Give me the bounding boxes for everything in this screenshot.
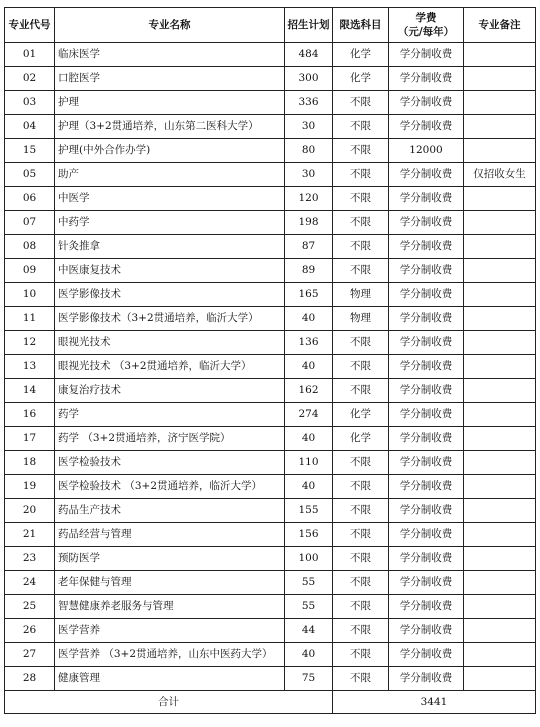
cell-note	[464, 643, 536, 667]
cell-fee: 12000	[389, 139, 464, 163]
cell-name: 护理	[55, 91, 285, 115]
cell-code: 03	[5, 91, 55, 115]
cell-name: 中医学	[55, 187, 285, 211]
cell-note	[464, 211, 536, 235]
cell-name: 预防医学	[55, 547, 285, 571]
cell-plan: 120	[285, 187, 333, 211]
cell-subject: 不限	[333, 595, 389, 619]
cell-subject: 不限	[333, 355, 389, 379]
cell-note	[464, 259, 536, 283]
cell-code: 17	[5, 427, 55, 451]
cell-note	[464, 403, 536, 427]
cell-code: 21	[5, 523, 55, 547]
cell-subject: 不限	[333, 499, 389, 523]
cell-fee: 学分制收费	[389, 595, 464, 619]
cell-subject: 不限	[333, 379, 389, 403]
cell-plan: 110	[285, 451, 333, 475]
table-row	[5, 259, 536, 283]
cell-name: 药学	[55, 403, 285, 427]
table-row	[5, 547, 536, 571]
header-code: 专业代号	[5, 8, 55, 43]
cell-code: 18	[5, 451, 55, 475]
cell-note	[464, 619, 536, 643]
cell-fee: 学分制收费	[389, 427, 464, 451]
cell-fee: 学分制收费	[389, 91, 464, 115]
cell-subject: 不限	[333, 139, 389, 163]
header-fee-line1: 学费	[415, 12, 437, 24]
cell-subject: 化学	[333, 67, 389, 91]
cell-name: 药学 （3+2贯通培养，济宁医学院）	[55, 427, 285, 451]
cell-note	[464, 331, 536, 355]
cell-subject: 不限	[333, 259, 389, 283]
cell-code: 25	[5, 595, 55, 619]
total-row	[5, 691, 536, 714]
cell-fee: 学分制收费	[389, 163, 464, 187]
cell-name: 健康管理	[55, 667, 285, 691]
table-row	[5, 355, 536, 379]
cell-fee: 学分制收费	[389, 67, 464, 91]
cell-code: 24	[5, 571, 55, 595]
table-row	[5, 475, 536, 499]
table-row	[5, 283, 536, 307]
cell-note	[464, 187, 536, 211]
cell-name: 药品生产技术	[55, 499, 285, 523]
cell-subject: 不限	[333, 667, 389, 691]
cell-name: 护理(中外合作办学)	[55, 139, 285, 163]
cell-fee: 学分制收费	[389, 43, 464, 67]
table-row	[5, 427, 536, 451]
cell-note	[464, 475, 536, 499]
cell-plan: 198	[285, 211, 333, 235]
cell-fee: 学分制收费	[389, 307, 464, 331]
cell-code: 08	[5, 235, 55, 259]
cell-code: 07	[5, 211, 55, 235]
cell-fee: 学分制收费	[389, 475, 464, 499]
cell-name: 眼视光技术	[55, 331, 285, 355]
cell-name: 智慧健康养老服务与管理	[55, 595, 285, 619]
cell-code: 28	[5, 667, 55, 691]
cell-plan: 336	[285, 91, 333, 115]
table-row	[5, 379, 536, 403]
cell-subject: 不限	[333, 187, 389, 211]
cell-note	[464, 427, 536, 451]
table-body	[5, 43, 536, 691]
table-row	[5, 523, 536, 547]
cell-code: 10	[5, 283, 55, 307]
cell-subject: 不限	[333, 475, 389, 499]
cell-name: 助产	[55, 163, 285, 187]
cell-fee: 学分制收费	[389, 403, 464, 427]
cell-code: 13	[5, 355, 55, 379]
cell-plan: 484	[285, 43, 333, 67]
cell-code: 15	[5, 139, 55, 163]
table-row	[5, 115, 536, 139]
cell-plan: 162	[285, 379, 333, 403]
cell-subject: 不限	[333, 571, 389, 595]
header-fee	[389, 8, 464, 43]
cell-name: 医学影像技术（3+2贯通培养，临沂大学）	[55, 307, 285, 331]
cell-note	[464, 523, 536, 547]
cell-name: 医学营养 （3+2贯通培养，山东中医药大学）	[55, 643, 285, 667]
cell-name: 中药学	[55, 211, 285, 235]
cell-plan: 156	[285, 523, 333, 547]
cell-name: 中医康复技术	[55, 259, 285, 283]
cell-fee: 学分制收费	[389, 523, 464, 547]
cell-name: 口腔医学	[55, 67, 285, 91]
cell-note	[464, 379, 536, 403]
cell-note	[464, 667, 536, 691]
cell-plan: 55	[285, 595, 333, 619]
cell-note	[464, 307, 536, 331]
cell-name: 护理（3+2贯通培养，山东第二医科大学）	[55, 115, 285, 139]
header-row	[5, 8, 536, 43]
cell-fee: 学分制收费	[389, 187, 464, 211]
cell-note	[464, 451, 536, 475]
cell-fee: 学分制收费	[389, 667, 464, 691]
cell-subject: 不限	[333, 211, 389, 235]
cell-subject: 不限	[333, 619, 389, 643]
total-value: 3441	[333, 691, 536, 714]
cell-fee: 学分制收费	[389, 235, 464, 259]
cell-plan: 30	[285, 163, 333, 187]
cell-plan: 87	[285, 235, 333, 259]
cell-fee: 学分制收费	[389, 619, 464, 643]
cell-subject: 不限	[333, 91, 389, 115]
table-row	[5, 139, 536, 163]
cell-plan: 40	[285, 427, 333, 451]
cell-plan: 100	[285, 547, 333, 571]
cell-subject: 不限	[333, 547, 389, 571]
cell-plan: 300	[285, 67, 333, 91]
table-row	[5, 643, 536, 667]
cell-plan: 30	[285, 115, 333, 139]
cell-fee: 学分制收费	[389, 355, 464, 379]
table-row	[5, 235, 536, 259]
cell-plan: 44	[285, 619, 333, 643]
cell-note	[464, 499, 536, 523]
cell-plan: 55	[285, 571, 333, 595]
table-row	[5, 499, 536, 523]
cell-note	[464, 235, 536, 259]
cell-note	[464, 283, 536, 307]
cell-code: 11	[5, 307, 55, 331]
cell-plan: 40	[285, 307, 333, 331]
cell-plan: 89	[285, 259, 333, 283]
header-note: 专业备注	[464, 8, 536, 43]
table-row	[5, 571, 536, 595]
cell-fee: 学分制收费	[389, 115, 464, 139]
table-row	[5, 163, 536, 187]
cell-note	[464, 67, 536, 91]
cell-plan: 80	[285, 139, 333, 163]
cell-subject: 不限	[333, 115, 389, 139]
table-row	[5, 451, 536, 475]
cell-fee: 学分制收费	[389, 643, 464, 667]
cell-code: 14	[5, 379, 55, 403]
cell-subject: 不限	[333, 331, 389, 355]
cell-code: 27	[5, 643, 55, 667]
cell-note	[464, 43, 536, 67]
cell-name: 针灸推拿	[55, 235, 285, 259]
header-name: 专业名称	[55, 8, 285, 43]
cell-subject: 不限	[333, 163, 389, 187]
table-row	[5, 67, 536, 91]
cell-plan: 40	[285, 643, 333, 667]
cell-name: 医学营养	[55, 619, 285, 643]
cell-code: 02	[5, 67, 55, 91]
cell-subject: 物理	[333, 307, 389, 331]
cell-name: 康复治疗技术	[55, 379, 285, 403]
cell-note	[464, 595, 536, 619]
cell-subject: 不限	[333, 643, 389, 667]
table-row	[5, 331, 536, 355]
cell-code: 05	[5, 163, 55, 187]
cell-name: 医学影像技术	[55, 283, 285, 307]
cell-note	[464, 115, 536, 139]
cell-name: 老年保健与管理	[55, 571, 285, 595]
cell-plan: 75	[285, 667, 333, 691]
cell-note	[464, 91, 536, 115]
cell-subject: 化学	[333, 43, 389, 67]
cell-note	[464, 571, 536, 595]
cell-name: 眼视光技术 （3+2贯通培养，临沂大学）	[55, 355, 285, 379]
table-row	[5, 187, 536, 211]
cell-subject: 化学	[333, 427, 389, 451]
cell-plan: 274	[285, 403, 333, 427]
cell-name: 药品经营与管理	[55, 523, 285, 547]
enrollment-plan-table	[4, 7, 536, 714]
cell-subject: 不限	[333, 235, 389, 259]
cell-fee: 学分制收费	[389, 571, 464, 595]
table-row	[5, 619, 536, 643]
cell-note	[464, 547, 536, 571]
cell-subject: 不限	[333, 451, 389, 475]
cell-code: 16	[5, 403, 55, 427]
table-row	[5, 667, 536, 691]
cell-note	[464, 355, 536, 379]
cell-fee: 学分制收费	[389, 283, 464, 307]
header-subject: 限选科目	[333, 8, 389, 43]
cell-subject: 不限	[333, 523, 389, 547]
header-fee-line2: （元/每年）	[397, 26, 455, 38]
table-row	[5, 595, 536, 619]
cell-code: 04	[5, 115, 55, 139]
table-row	[5, 403, 536, 427]
table-row	[5, 211, 536, 235]
cell-fee: 学分制收费	[389, 211, 464, 235]
cell-fee: 学分制收费	[389, 499, 464, 523]
table-row	[5, 91, 536, 115]
cell-note	[464, 139, 536, 163]
cell-code: 20	[5, 499, 55, 523]
table-row	[5, 43, 536, 67]
cell-plan: 136	[285, 331, 333, 355]
cell-fee: 学分制收费	[389, 331, 464, 355]
cell-code: 23	[5, 547, 55, 571]
cell-name: 医学检验技术	[55, 451, 285, 475]
cell-code: 01	[5, 43, 55, 67]
cell-plan: 155	[285, 499, 333, 523]
cell-name: 医学检验技术 （3+2贯通培养，临沂大学）	[55, 475, 285, 499]
cell-code: 19	[5, 475, 55, 499]
cell-code: 09	[5, 259, 55, 283]
cell-code: 12	[5, 331, 55, 355]
table-row	[5, 307, 536, 331]
cell-plan: 40	[285, 355, 333, 379]
cell-fee: 学分制收费	[389, 379, 464, 403]
cell-code: 06	[5, 187, 55, 211]
cell-name: 临床医学	[55, 43, 285, 67]
cell-fee: 学分制收费	[389, 451, 464, 475]
cell-note: 仅招收女生	[464, 163, 536, 187]
total-label: 合计	[5, 691, 333, 714]
cell-fee: 学分制收费	[389, 547, 464, 571]
cell-subject: 物理	[333, 283, 389, 307]
cell-subject: 化学	[333, 403, 389, 427]
cell-code: 26	[5, 619, 55, 643]
header-plan: 招生计划	[285, 8, 333, 43]
cell-plan: 40	[285, 475, 333, 499]
cell-fee: 学分制收费	[389, 259, 464, 283]
cell-plan: 165	[285, 283, 333, 307]
